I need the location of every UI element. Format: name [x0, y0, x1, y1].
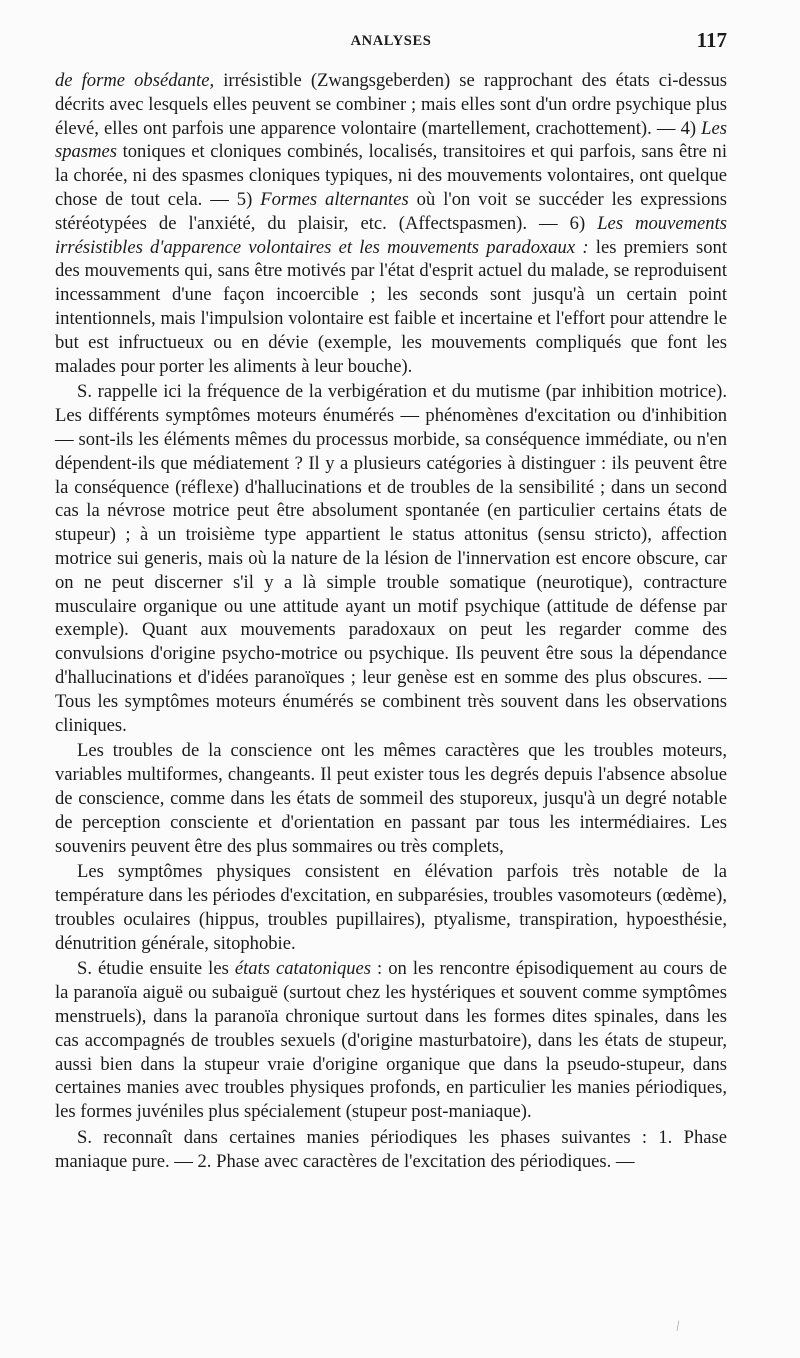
text-italic: états catatoniques [234, 958, 372, 980]
paragraph [55, 380, 727, 737]
text-italic: Les mouvements irrésistibles d'apparence volontaires et les mouvements paradoxaux : [55, 212, 727, 258]
running-head [55, 28, 727, 59]
pencil-mark: ⁄ [673, 1318, 683, 1333]
text-run: toniques et cloniques combinés, localisés, transitoires et qui parfois, sans être ni la chorée, ni des spasmes cloniques typiques, ni des mouvements volontaires, ont quelque chose de tout cela. — 5) [55, 141, 727, 210]
text-italic: Formes alternantes [260, 188, 409, 210]
text-run: où l'on voit se succéder les expressions stéréotypées de l'anxiété, du plaisir, etc. (Affectspasmen). — 6) [55, 188, 727, 234]
text-run: S. rappelle ici la fréquence de la verbigération et du mutisme (par inhibition motrice). Les différents symptômes moteurs énumérés — phénomènes d'excitation ou d'inhibition — sont-ils les éléments mêmes du processus morbide, sa conséquence immédiate, ou n'en dépendent-ils que médiatement ? Il y a plusieurs catégories à distinguer : ils peuvent être la conséquence (réflexe) d'hallucinations et de troubles de la sensibilité ; dans un second cas la névrose motrice peut être absolument spontanée (en particulier certains états de stupeur) ; à un troisième type appartient le status attonitus (sensu stricto), affection motrice sui generis, mais où la nature de la lésion de l'innervation est encore obscure, car on ne peut discerner s'il y a là simple trouble somatique (neurotique), contracture musculaire organique ou une attitude ayant un motif psychique (attitude de défense par exemple). Quant aux mouvements paradoxaux on peut les regarder comme des convulsions d'origine psycho-motrice ou psychique. Ils peuvent être sous la dépendance d'hallucinations et d'idées paranoïques ; leur genèse est en somme des plus obscures. — Tous les symptômes moteurs énumérés se combinent très souvent dans les observations cliniques. [55, 381, 727, 736]
paragraph [55, 1126, 727, 1174]
text-italic: de forme obsédante, [55, 70, 215, 91]
text-run: les premiers sont des mouvements qui, sans être motivés par l'état d'esprit actuel du malade, se reproduisent incessamment d'une façon incoercible ; les seconds sont jusqu'à un certain point intentionnels, mais l'impulsion volontaire est faible et incertaine et l'effort pour attendre le but est infructueux ou en dévie (exemple, les mouvements compliqués que font les malades pour porter les aliments à leur bouche). [55, 236, 727, 377]
paragraph [55, 860, 727, 955]
page-number: 117 [696, 28, 727, 52]
text-run: Les troubles de la conscience ont les mêmes caractères que les troubles moteurs, variables multiformes, changeants. Il peut exister tous les degrés depuis l'absence absolue de conscience, comme dans les états de sommeil des stuporeux, jusqu'à un degré notable de perception consciente et d'orientation en passant par tous les intermédiaires. Les souvenirs peuvent être des plus sommaires ou très complets, [55, 740, 727, 857]
text-run: : on les rencontre épisodiquement au cours de la paranoïa aiguë ou subaiguë (surtout chez les hystériques et souvent comme symptômes menstruels), dans la paranoïa chronique surtout dans les formes dites spinales, dans les cas accompagnés de troubles sexuels (d'origine masturbatoire), dans les états de stupeur, aussi bien dans la stupeur vraie d'origine organique que dans la pseudo-stupeur, dans certaines manies avec troubles physiques profonds, en particulier les manies périodiques, les formes juvéniles plus spécialement (stupeur post-maniaque). [55, 958, 727, 1123]
text-italic: Les spasmes [55, 117, 727, 163]
paragraph [55, 957, 727, 1124]
text-run: S. reconnaît dans certaines manies périodiques les phases suivantes : 1. Phase maniaque pure. — 2. Phase avec caractères de l'excitation des périodiques. — [55, 1127, 727, 1172]
body-text [55, 69, 727, 1174]
text-run: Les symptômes physiques consistent en élévation parfois très notable de la température dans les périodes d'excitation, en subparésies, troubles vasomoteurs (œdème), troubles oculaires (hippus, troubles pupillaires), ptyalisme, transpiration, hypoesthésie, dénutrition générale, sitophobie. [55, 861, 727, 954]
text-run: S. étudie ensuite les [77, 958, 235, 980]
paragraph [55, 739, 727, 858]
section-title: ANALYSES [350, 33, 432, 49]
text-run: irrésistible (Zwangsgeberden) se rapprochant des états ci-dessus décrits avec lesquels elles peuvent se combiner ; mais elles sont d'un ordre psychique plus élevé, elles ont parfois une apparence volontaire (martellement, crachottement). — 4) [55, 70, 727, 139]
paragraph [55, 69, 727, 378]
